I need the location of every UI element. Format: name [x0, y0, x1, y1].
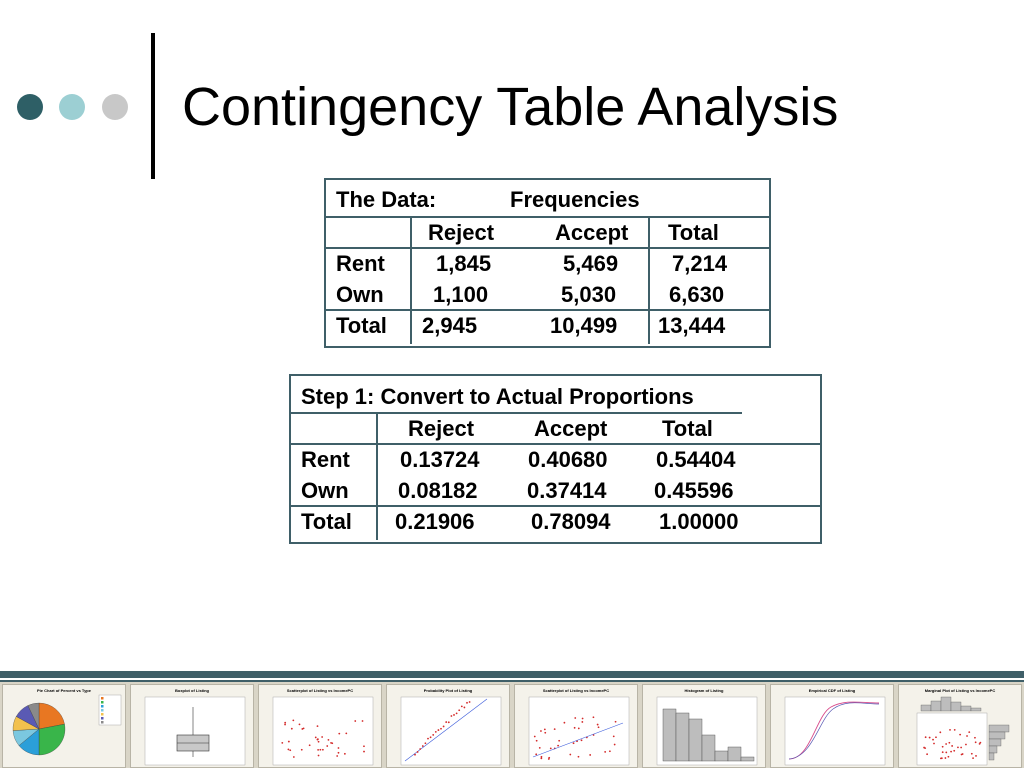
thumbnail-title: Histogram of Listing [684, 688, 724, 693]
legend-swatch-mark [101, 701, 104, 704]
data-point-mark [581, 739, 583, 741]
data-point-mark [328, 739, 330, 741]
data-point-mark [539, 747, 541, 749]
marginal-bar-mark [971, 708, 981, 711]
data-point-mark [440, 728, 442, 730]
plot-area-mark [273, 697, 373, 765]
table-cell: 1,845 [436, 251, 492, 276]
thumbnail-title: Boxplot of Listing [175, 688, 209, 693]
legend-swatch-mark [101, 705, 104, 708]
column-header: Accept [534, 416, 608, 441]
data-point-mark [445, 721, 447, 723]
data-point-mark [923, 747, 925, 749]
table-heading-title: Step 1: Convert to Actual Proportions [301, 384, 694, 409]
data-point-mark [949, 729, 951, 731]
data-point-mark [948, 742, 950, 744]
column-header: Reject [428, 220, 495, 245]
table-cell: 6,630 [669, 282, 725, 307]
data-point-mark [288, 741, 290, 743]
table-total-row [326, 310, 769, 341]
table-row [291, 475, 820, 506]
legend-swatch-mark [101, 697, 104, 700]
data-point-mark [284, 724, 286, 726]
column-header: Reject [408, 416, 475, 441]
data-point-mark [318, 741, 320, 743]
data-point-mark [972, 757, 974, 759]
histogram-bar-mark [663, 709, 676, 761]
data-point-mark [966, 735, 968, 737]
data-point-mark [287, 749, 289, 751]
pie-thumbnail-graphic [3, 685, 126, 768]
table-heading-title: Frequencies [510, 187, 640, 212]
data-point-mark [582, 718, 584, 720]
data-point-mark [281, 742, 283, 744]
table-cell: 0.54404 [656, 447, 736, 472]
bullet-dot-gray [102, 94, 128, 120]
data-point-mark [535, 753, 537, 755]
data-point-mark [326, 745, 328, 747]
histogram-bar-mark [741, 757, 754, 761]
slide-title: Contingency Table Analysis [182, 77, 839, 137]
data-point-mark [456, 712, 458, 714]
data-point-mark [540, 730, 542, 732]
marginal-bar-mark [951, 702, 961, 711]
data-point-mark [432, 734, 434, 736]
data-point-mark [309, 744, 311, 746]
data-point-mark [291, 728, 293, 730]
bullet-dot-dark [17, 94, 43, 120]
data-point-mark [544, 732, 546, 734]
data-point-mark [464, 707, 466, 709]
scatter-thumbnail-graphic [259, 685, 382, 768]
data-point-mark [975, 755, 977, 757]
table-cell: 0.08182 [398, 478, 478, 503]
table-heading-row [291, 381, 820, 412]
data-point-mark [929, 737, 931, 739]
row-label: Total [301, 509, 352, 534]
marginal-bar-mark [941, 697, 951, 711]
table-cell: 1,100 [433, 282, 489, 307]
data-point-mark [344, 753, 346, 755]
data-point-mark [945, 752, 947, 754]
plot-area-mark [529, 697, 629, 765]
data-point-mark [318, 755, 320, 757]
column-header-row [326, 217, 769, 248]
pie-slice-mark [39, 724, 65, 755]
data-point-mark [550, 748, 552, 750]
data-point-mark [336, 755, 338, 757]
legend-swatch-mark [101, 709, 104, 712]
data-point-mark [466, 702, 468, 704]
table-row [326, 248, 769, 279]
table-cell: 0.45596 [654, 478, 734, 503]
data-point-mark [954, 729, 956, 731]
data-point-mark [363, 745, 365, 747]
data-point-mark [564, 722, 566, 724]
histogram-bar-mark [702, 735, 715, 761]
proportions-table [289, 374, 822, 544]
data-point-mark [301, 749, 303, 751]
data-point-mark [569, 754, 571, 756]
data-point-mark [574, 727, 576, 729]
data-point-mark [615, 721, 617, 723]
data-point-mark [948, 756, 950, 758]
data-point-mark [363, 751, 365, 753]
marginal-bar-mark [921, 705, 931, 711]
data-point-mark [362, 720, 364, 722]
data-point-mark [965, 744, 967, 746]
bullet-dot-light [59, 94, 85, 120]
table-total-row [291, 506, 820, 537]
row-label: Rent [301, 447, 350, 472]
column-header: Accept [555, 220, 629, 245]
data-point-mark [292, 719, 294, 721]
data-point-mark [419, 748, 421, 750]
chart-thumbnail [642, 684, 766, 768]
data-point-mark [578, 756, 580, 758]
data-point-mark [979, 743, 981, 745]
chart-thumbnail [258, 684, 382, 768]
frequencies-table [324, 178, 771, 348]
thumbnail-title: Probability Plot of Listing [423, 688, 473, 693]
data-point-mark [604, 751, 606, 753]
data-point-mark [942, 751, 944, 753]
thumbnail-title: Empirical CDF of Listing [808, 688, 856, 693]
data-point-mark [338, 747, 340, 749]
table-cell: 0.40680 [528, 447, 608, 472]
chart-thumbnail-strip [0, 682, 1024, 768]
scatter-fit-thumbnail-graphic [515, 685, 638, 768]
footer-stripe [0, 671, 1024, 678]
chart-thumbnail [514, 684, 638, 768]
row-label: Rent [336, 251, 385, 276]
table-cell: 0.78094 [531, 509, 611, 534]
data-point-mark [425, 742, 427, 744]
table-column-divider [648, 217, 650, 344]
data-point-mark [614, 744, 616, 746]
histogram-bar-mark [715, 751, 728, 761]
data-point-mark [544, 729, 546, 731]
table-cell: 0.21906 [395, 509, 475, 534]
data-point-mark [541, 756, 543, 758]
data-point-mark [321, 736, 323, 738]
data-point-mark [453, 714, 455, 716]
histogram-bar-mark [728, 747, 741, 761]
column-header: Total [662, 416, 713, 441]
data-point-mark [554, 728, 556, 730]
thumbnail-title: Scatterplot of Listing vs IncomePC [542, 688, 610, 693]
data-point-mark [945, 743, 947, 745]
title-divider [151, 33, 155, 179]
data-point-mark [975, 741, 977, 743]
data-point-mark [942, 746, 944, 748]
plot-area-mark [145, 697, 245, 765]
data-point-mark [534, 736, 536, 738]
marginal-thumbnail-graphic [899, 685, 1022, 768]
data-point-mark [574, 717, 576, 719]
legend-swatch-mark [101, 713, 104, 716]
data-point-mark [960, 747, 962, 749]
table-cell: 2,945 [422, 313, 478, 338]
data-point-mark [338, 733, 340, 735]
data-point-mark [417, 751, 419, 753]
data-point-mark [322, 749, 324, 751]
legend-swatch-mark [101, 717, 104, 720]
probability-thumbnail-graphic [387, 685, 510, 768]
marginal-bar-mark [989, 746, 997, 753]
data-point-mark [945, 757, 947, 759]
legend-swatch-mark [101, 721, 104, 724]
data-point-mark [959, 734, 961, 736]
data-point-mark [469, 701, 471, 703]
table-column-divider [376, 413, 378, 540]
marginal-bar-mark [931, 701, 941, 711]
thumbnail-title: Marginal Plot of Listing vs IncomePC [924, 688, 996, 693]
table-cell: 0.37414 [527, 478, 607, 503]
data-point-mark [289, 749, 291, 751]
data-point-mark [589, 754, 591, 756]
chart-thumbnail [386, 684, 510, 768]
data-point-mark [962, 753, 964, 755]
data-point-mark [458, 709, 460, 711]
data-point-mark [609, 750, 611, 752]
data-point-mark [299, 723, 301, 725]
data-point-mark [301, 728, 303, 730]
data-point-mark [448, 721, 450, 723]
table-cell: 1.00000 [659, 509, 739, 534]
data-point-mark [941, 757, 943, 759]
row-label: Own [301, 478, 349, 503]
data-point-mark [974, 737, 976, 739]
table-column-divider [410, 217, 412, 344]
data-point-mark [613, 736, 615, 738]
data-point-mark [932, 739, 934, 741]
data-point-mark [427, 738, 429, 740]
cdf-thumbnail-graphic [771, 685, 894, 768]
data-point-mark [422, 745, 424, 747]
data-point-mark [536, 740, 538, 742]
marginal-bar-mark [961, 706, 971, 711]
thumbnail-title: Scatterplot of Listing vs IncomePC [286, 688, 354, 693]
data-point-mark [414, 754, 416, 756]
table-cell: 5,030 [561, 282, 617, 307]
data-point-mark [581, 721, 583, 723]
boxplot-thumbnail-graphic [131, 685, 254, 768]
data-point-mark [951, 745, 953, 747]
data-point-mark [317, 725, 319, 727]
data-point-mark [317, 739, 319, 741]
histogram-bar-mark [689, 719, 702, 761]
table-heading-label: The Data: [336, 187, 437, 212]
chart-thumbnail [770, 684, 894, 768]
histogram-bar-mark [676, 713, 689, 761]
data-point-mark [926, 753, 928, 755]
data-point-mark [331, 742, 333, 744]
data-point-mark [598, 726, 600, 728]
data-point-mark [933, 743, 935, 745]
row-label: Own [336, 282, 384, 307]
data-point-mark [319, 749, 321, 751]
table-heading-row [326, 184, 769, 215]
data-point-mark [284, 722, 286, 724]
marginal-bar-mark [989, 753, 994, 760]
data-point-mark [293, 756, 295, 758]
data-point-mark [968, 731, 970, 733]
table-cell: 5,469 [563, 251, 619, 276]
data-point-mark [935, 736, 937, 738]
column-header: Total [668, 220, 719, 245]
chart-thumbnail [130, 684, 254, 768]
table-cell: 0.13724 [400, 447, 480, 472]
data-point-mark [443, 726, 445, 728]
data-point-mark [548, 758, 550, 760]
data-point-mark [354, 720, 356, 722]
data-point-mark [438, 729, 440, 731]
plot-area-mark [401, 697, 501, 765]
data-point-mark [317, 749, 319, 751]
data-point-mark [971, 753, 973, 755]
data-point-mark [957, 746, 959, 748]
data-point-mark [345, 733, 347, 735]
table-row [326, 279, 769, 310]
data-point-mark [950, 751, 952, 753]
table-cell: 7,214 [672, 251, 728, 276]
data-point-mark [597, 724, 599, 726]
table-cell: 13,444 [658, 313, 726, 338]
data-point-mark [558, 740, 560, 742]
data-point-mark [939, 731, 941, 733]
data-point-mark [573, 742, 575, 744]
data-point-mark [451, 715, 453, 717]
data-point-mark [338, 752, 340, 754]
row-label: Total [336, 313, 387, 338]
histogram-thumbnail-graphic [643, 685, 766, 768]
data-point-mark [925, 736, 927, 738]
data-point-mark [578, 728, 580, 730]
marginal-bar-mark [989, 732, 1005, 739]
marginal-bar-mark [989, 739, 1001, 746]
plot-area-mark [917, 713, 987, 765]
data-point-mark [430, 736, 432, 738]
data-point-mark [953, 750, 955, 752]
chart-thumbnail [2, 684, 126, 768]
data-point-mark [315, 737, 317, 739]
table-cell: 10,499 [550, 313, 618, 338]
marginal-bar-mark [989, 725, 1009, 732]
data-point-mark [557, 745, 559, 747]
data-point-mark [435, 731, 437, 733]
data-point-mark [593, 716, 595, 718]
column-header-row [291, 413, 820, 444]
data-point-mark [461, 705, 463, 707]
chart-thumbnail [898, 684, 1022, 768]
thumbnail-title: Pie Chart of Percent vs Type [37, 688, 91, 693]
table-row [291, 444, 820, 475]
